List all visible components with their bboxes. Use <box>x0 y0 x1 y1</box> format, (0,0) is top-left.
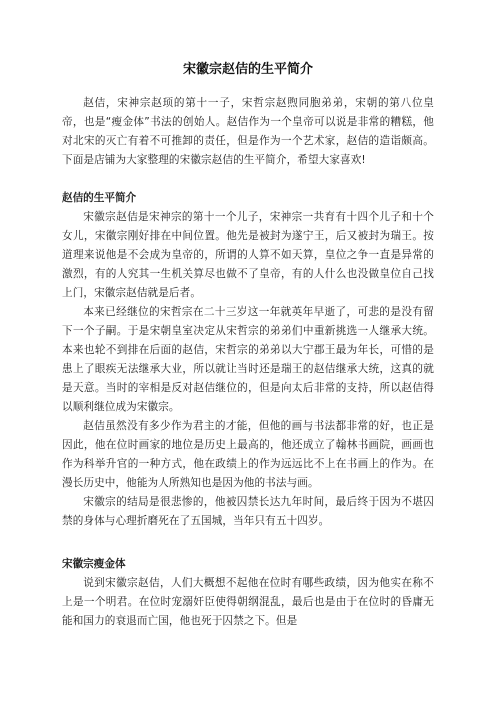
slender-gold-paragraph-1: 说到宋徽宗赵佶，人们大概想不起他在位时有哪些政绩，因为他实在称不上是一个明君。在位时宠溺奸臣使得朝纲混乱，最后也是由于在位时的昏庸无能和国力的衰退而亡国，他也死于囚禁之下。但是 <box>62 577 434 627</box>
section-biography <box>62 208 434 531</box>
intro-text: 赵佶，宋神宗赵顼的第十一子，宋哲宗赵煦同胞弟弟，宋朝的第八位皇帝，也是“瘦金体”书法的创始人。赵佶作为一个皇帝可以说是非常的糟糕，他对北宋的灭亡有着不可推卸的责任，但是作为一个艺术家，赵佶的造诣颇高。下面是店铺为大家整理的宋徽宗赵佶的生平简介，希望大家喜欢! <box>62 97 434 166</box>
section-slender-gold <box>62 574 434 631</box>
document-title: 宋徽宗赵佶的生平简介 <box>182 62 313 77</box>
biography-paragraph-2: 本来已经继位的宋哲宗在二十三岁这一年就英年早逝了，可悲的是没有留下一个子嗣。于是宋朝皇室决定从宋哲宗的弟弟们中重新挑选一人继承大统。本来也轮不到排在后面的赵佶，宋哲宗的弟弟以大宁郡王最为年长，可惜的是患上了眼疾无法继承大业，所以就让当时还是瑞王的赵佶继承大统，这真的就是天意。当时的宰相是反对赵佶继位的，但是向太后非常的支持，所以赵佶得以顺利继位成为宋徽宗。 <box>62 306 434 413</box>
section-heading-biography: 赵佶的生平简介 <box>62 192 137 204</box>
intro-paragraph <box>62 94 434 170</box>
biography-paragraph-3: 赵佶虽然没有多少作为君主的才能，但他的画与书法都非常的好，也正是因此，他在位时画家的地位是历史上最高的，他还成立了翰林书画院，画画也作为科举升官的一种方式，他在政绩上的作为远远比不上在书画上的作为。在漫长历史中，他能为人所熟知也是因为他的书法与画。 <box>62 420 434 489</box>
biography-paragraph-1: 宋徽宗赵佶是宋神宗的第十一个儿子，宋神宗一共育有十四个儿子和十个女儿，宋徽宗刚好排在中间位置。他先是被封为遂宁王，后又被封为瑞王。按道理来说他是不会成为皇帝的，所谓的人算不如天算，皇位之争一直是异常的激烈，有的人究其一生机关算尽也做不了皇帝，有的人什么也没做皇位自己找上门，宋徽宗赵佶就是后者。 <box>62 211 434 299</box>
biography-paragraph-4: 宋徽宗的结局是很悲惨的，他被囚禁长达九年时间，最后终于因为不堪囚禁的身体与心理折磨死在了五国城，当年只有五十四岁。 <box>62 496 434 527</box>
section-heading-slender-gold: 宋徽宗瘦金体 <box>62 558 126 570</box>
